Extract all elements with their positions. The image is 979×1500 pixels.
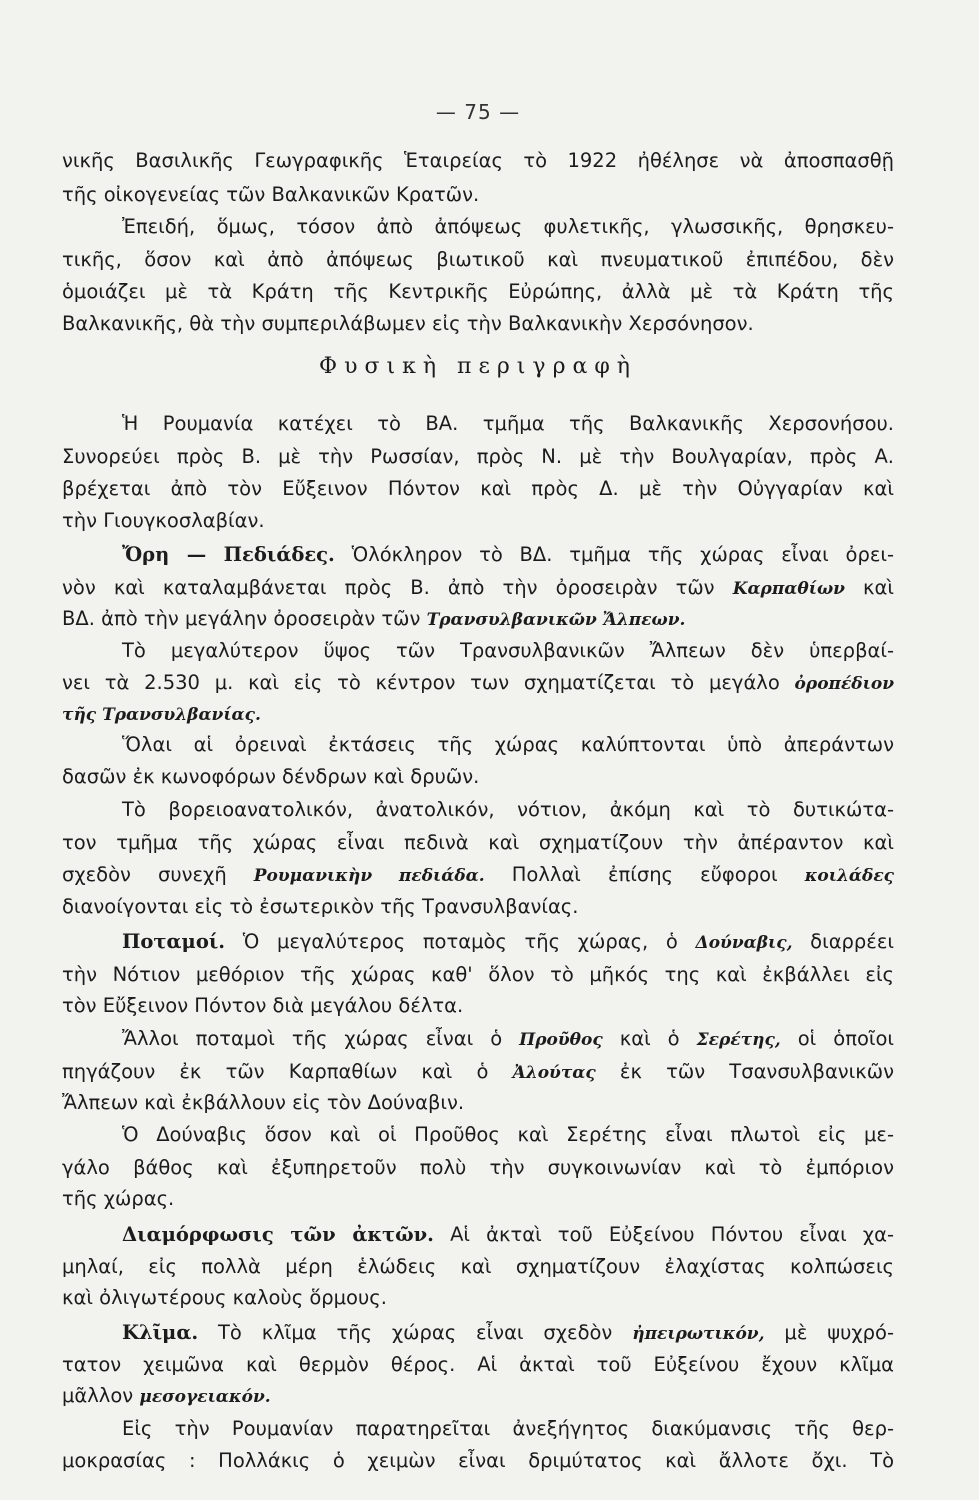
- emphasis: Ἀλούτας: [512, 1063, 596, 1083]
- page-number: — 75 —: [435, 100, 521, 124]
- subsection-heading: Ποταμοί.: [122, 930, 226, 953]
- text-line: νει τὰ 2.530 μ. καὶ εἰς τὸ κέντρον των σχηματίζεται τὸ μεγάλο ὀροπέδιον: [62, 671, 894, 694]
- book-page: [62, 92, 894, 1472]
- text-line: τὸν Εὔξεινον Πόντον διὰ μεγάλου δέλτα.: [62, 994, 464, 1017]
- text-line: τῆς χώρας.: [62, 1187, 175, 1210]
- text-line: Τὸ μεγαλύτερον ὕψος τῶν Τρανσυλβανικῶν Ἄλπεων δὲν ὑπερβαί-: [122, 639, 894, 662]
- emphasis: κοιλάδες: [804, 866, 894, 886]
- text-line: Κλῖμα. Τὸ κλῖμα τῆς χώρας εἶναι σχεδὸν ἠπειρωτικόν, μὲ ψυχρό-: [122, 1321, 894, 1344]
- text-line: Ἐπειδή, ὅμως, τόσον ἀπὸ ἀπόψεως φυλετικῆς, γλωσσικῆς, θρησκευ-: [122, 215, 894, 238]
- subsection-heading: Κλῖμα.: [122, 1321, 199, 1344]
- text-line: τὴν Γιουγκοσλαβίαν.: [62, 509, 265, 532]
- text-line: Βαλκανικῆς, θὰ τὴν συμπεριλάβωμεν εἰς τὴν Βαλκανικὴν Χερσόνησον.: [62, 312, 754, 335]
- text-line: βρέχεται ἀπὸ τὸν Εὔξεινον Πόντον καὶ πρὸς Δ. μὲ τὴν Οὐγγαρίαν καὶ: [62, 477, 894, 500]
- text-line: διανοίγονται εἰς τὸ ἐσωτερικὸν τῆς Τρανσυλβανίας.: [62, 895, 579, 918]
- text-line: Διαμόρφωσις τῶν ἀκτῶν. Αἱ ἀκταὶ τοῦ Εὐξείνου Πόντου εἶναι χα-: [122, 1223, 894, 1246]
- text-line: σχεδὸν συνεχῆ Ρουμανικὴν πεδιάδα. Πολλαὶ ἐπίσης εὔφοροι κοιλάδες: [62, 863, 894, 886]
- emphasis: Δούναβις,: [695, 933, 793, 953]
- text-line: γάλο βάθος καὶ ἐξυπηρετοῦν πολὺ τὴν συγκοινωνίαν καὶ τὸ ἐμπόριον: [62, 1156, 894, 1179]
- emphasis: ὀροπέδιον: [794, 674, 894, 694]
- text-line: νικῆς Βασιλικῆς Γεωγραφικῆς Ἑταιρείας τὸ 1922 ἠθέλησε νὰ ἀποσπασθῇ: [62, 149, 894, 172]
- text-line: νὸν καὶ καταλαμβάνεται πρὸς Β. ἀπὸ τὴν ὀροσειρὰν τῶν Καρπαθίων καὶ: [62, 576, 894, 599]
- text-line: ΒΔ. ἀπὸ τὴν μεγάλην ὀροσειρὰν τῶν Τρανσυλβανικῶν Ἄλπεων.: [62, 607, 686, 630]
- text-line: Τὸ βορειοανατολικόν, ἀνατολικόν, νότιον, ἀκόμη καὶ τὸ δυτικώτα-: [122, 798, 894, 821]
- text-line: τον τμῆμα τῆς χώρας εἶναι πεδινὰ καὶ σχηματίζουν τὴν ἀπέραντον καὶ: [62, 831, 894, 854]
- text-line: Ποταμοί. Ὁ μεγαλύτερος ποταμὸς τῆς χώρας, ὁ Δούναβις, διαρρέει: [122, 930, 894, 953]
- text-line: μηλαί, εἰς πολλὰ μέρη ἑλώδεις καὶ σχηματίζουν ἐλαχίστας κολπώσεις: [62, 1255, 894, 1278]
- text-line: Ἄλλοι ποταμοὶ τῆς χώρας εἶναι ὁ Προῦθος καὶ ὁ Σερέτης, οἱ ὁποῖοι: [122, 1027, 894, 1050]
- text-line: τατον χειμῶνα καὶ θερμὸν θέρος. Αἱ ἀκταὶ τοῦ Εὐξείνου ἔχουν κλῖμα: [62, 1353, 894, 1376]
- text-line: ὁμοιάζει μὲ τὰ Κράτη τῆς Κεντρικῆς Εὐρώπης, ἀλλὰ μὲ τὰ Κράτη τῆς: [62, 280, 894, 303]
- text-line: καὶ ὀλιγωτέρους καλοὺς ὅρμους.: [62, 1286, 387, 1309]
- text-line: τὴν Νότιον μεθόριον τῆς χώρας καθ' ὅλον τὸ μῆκός της καὶ ἐκβάλλει εἰς: [62, 963, 894, 986]
- text-line: Συνορεύει πρὸς Β. μὲ τὴν Ρωσσίαν, πρὸς Ν. μὲ τὴν Βουλγαρίαν, πρὸς Α.: [62, 445, 894, 468]
- text-line: μᾶλλον μεσογειακόν.: [62, 1384, 271, 1407]
- text-line: πηγάζουν ἐκ τῶν Καρπαθίων καὶ ὁ Ἀλούτας ἐκ τῶν Τσανσυλβανικῶν: [62, 1060, 894, 1083]
- text-line: Ὄρη — Πεδιάδες. Ὁλόκληρον τὸ ΒΔ. τμῆμα τῆς χώρας εἶναι ὀρει-: [122, 543, 894, 566]
- subsection-heading: Ὄρη — Πεδιάδες.: [122, 543, 335, 566]
- emphasis: Τρανσυλβανικῶν Ἄλπεων.: [426, 610, 686, 630]
- emphasis: Ρουμανικὴν πεδιάδα.: [253, 866, 485, 886]
- text-line: Ὁ Δούναβις ὅσον καὶ οἱ Προῦθος καὶ Σερέτης εἶναι πλωτοὶ εἰς με-: [122, 1123, 894, 1146]
- text-line: τῆς οἰκογενείας τῶν Βαλκανικῶν Κρατῶν.: [62, 183, 480, 206]
- text-line: Εἰς τὴν Ρουμανίαν παρατηρεῖται ἀνεξήγητος διακύμανσις τῆς θερ-: [122, 1417, 894, 1440]
- text-line: δασῶν ἐκ κωνοφόρων δένδρων καὶ δρυῶν.: [62, 765, 480, 788]
- text-line: τικῆς, ὅσον καὶ ἀπὸ ἀπόψεως βιωτικοῦ καὶ πνευματικοῦ ἐπιπέδου, δὲν: [62, 248, 894, 271]
- subsection-heading: Διαμόρφωσις τῶν ἀκτῶν.: [122, 1223, 434, 1246]
- emphasis: τῆς Τρανσυλβανίας.: [62, 705, 261, 725]
- text-line: Ἄλπεων καὶ ἐκβάλλουν εἰς τὸν Δούναβιν.: [62, 1091, 465, 1114]
- text-line: Ὅλαι αἱ ὀρειναὶ ἐκτάσεις τῆς χώρας καλύπτονται ὑπὸ ἀπεράντων: [122, 733, 894, 756]
- section-title: Φυσικὴ περιγραφὴ: [319, 354, 637, 379]
- emphasis: Καρπαθίων: [732, 579, 845, 599]
- emphasis: ἠπειρωτικόν,: [632, 1324, 765, 1344]
- text-line: Ἡ Ρουμανία κατέχει τὸ ΒΑ. τμῆμα τῆς Βαλκανικῆς Χερσονήσου.: [122, 412, 894, 435]
- emphasis: Προῦθος: [519, 1030, 603, 1050]
- text-line: [62, 700, 894, 729]
- emphasis: μεσογειακόν.: [139, 1387, 271, 1407]
- text-line: μοκρασίας : Πολλάκις ὁ χειμὼν εἶναι δριμύτατος καὶ ἄλλοτε ὄχι. Τὸ: [62, 1449, 894, 1472]
- emphasis: Σερέτης,: [696, 1030, 781, 1050]
